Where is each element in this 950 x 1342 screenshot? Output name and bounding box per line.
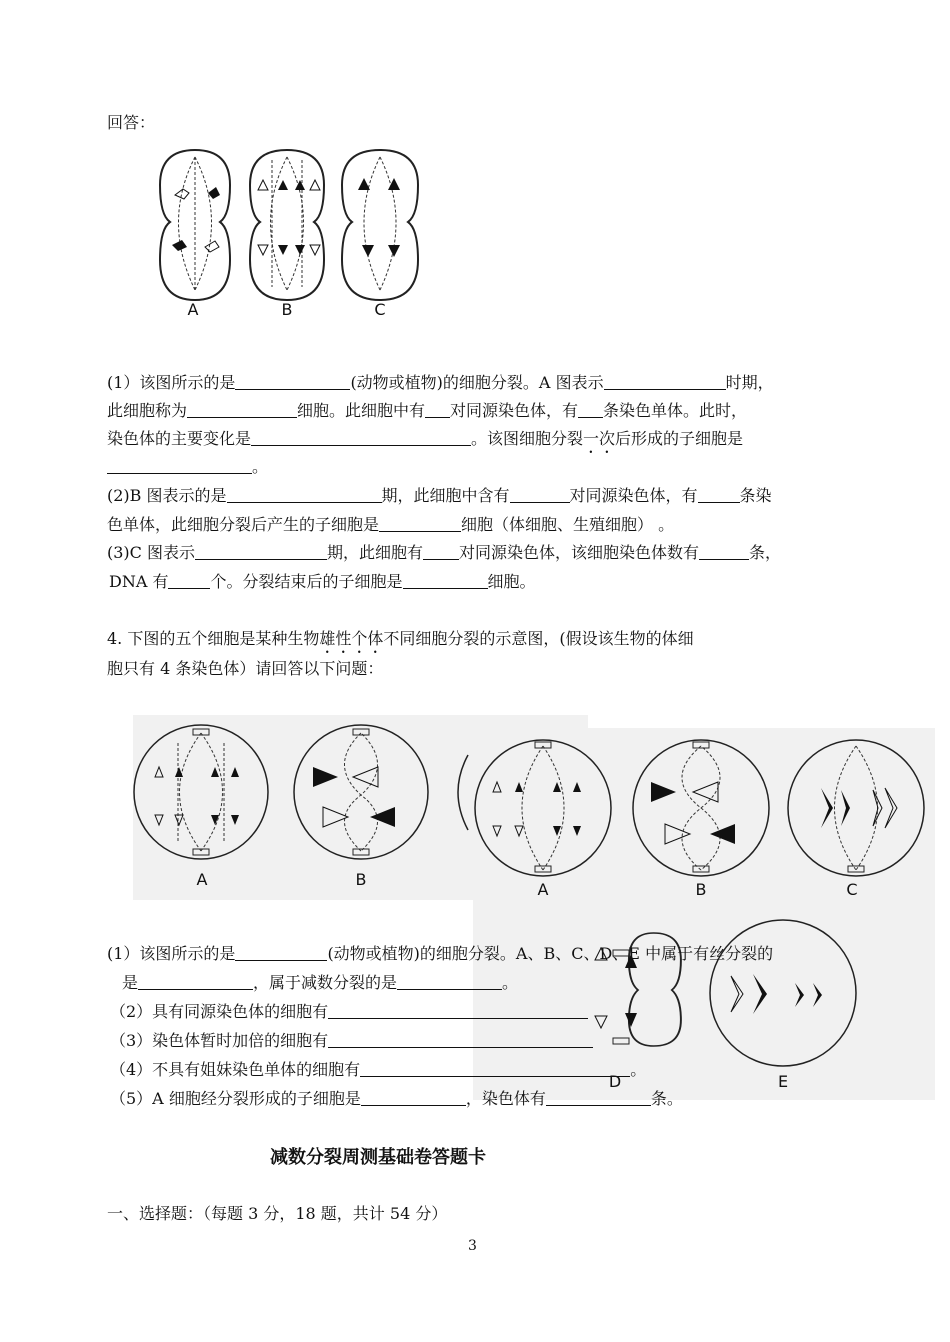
- q3-line-4: 。: [107, 457, 268, 477]
- fig2-right-label-d: D: [608, 1072, 622, 1091]
- intro-text: 回答：: [107, 113, 156, 132]
- blank[interactable]: [328, 1002, 588, 1019]
- q3-line-8: DNA 有 个。分裂结束后的子细胞是 细胞。: [109, 572, 536, 591]
- page-number: 3: [468, 1238, 477, 1254]
- q3-line-1: (1）该图所示的是 (动物或植物)的细胞分裂。A 图表示 时期，: [107, 373, 774, 392]
- fig2-right-label-a: A: [537, 880, 549, 899]
- blank[interactable]: [510, 486, 570, 503]
- blank[interactable]: [227, 486, 382, 503]
- q3-line-6: 色单体，此细胞分裂后产生的子细胞是 细胞（体细胞、生殖细胞） 。: [107, 515, 675, 534]
- blank[interactable]: [107, 457, 252, 474]
- blank[interactable]: [360, 1060, 630, 1077]
- q4-sub-3: （3）染色体暂时加倍的细胞有: [110, 1031, 593, 1051]
- fig2-right-label-e: E: [777, 1072, 789, 1091]
- blank[interactable]: [423, 543, 459, 560]
- blank[interactable]: [397, 973, 502, 990]
- q3-line-2: 此细胞称为 细胞。此细胞中有 对同源染色体，有 条染色单体。此时，: [107, 401, 748, 420]
- fig1-label-c: C: [374, 300, 386, 319]
- fig2-right-label-c: C: [846, 880, 858, 899]
- blank[interactable]: [698, 486, 740, 503]
- blank[interactable]: [235, 944, 327, 961]
- blank[interactable]: [546, 1089, 651, 1106]
- fig1-label-b: B: [281, 300, 293, 319]
- q3-line-5: (2)B 图表示的是 期，此细胞中含有 对同源染色体，有 条染: [107, 486, 772, 505]
- blank[interactable]: [187, 401, 297, 418]
- blank[interactable]: [578, 401, 603, 418]
- blank[interactable]: [195, 543, 327, 560]
- blank[interactable]: [251, 429, 471, 446]
- q4-stem-line-1: 4. 下图的五个细胞是某种生物雄性个体不同细胞分裂的示意图，(假设该生物的体细: [107, 629, 694, 648]
- blank[interactable]: [425, 401, 450, 418]
- fig2-left-label-a: A: [196, 870, 208, 889]
- q4-sub-4: （4）不具有姐妹染色单体的细胞有 。: [110, 1060, 647, 1079]
- fig2-left-label-b: B: [355, 870, 367, 889]
- answer-card-title: 减数分裂周测基础卷答题卡: [270, 1147, 486, 1168]
- q3-line-7: (3)C 图表示 期，此细胞有 对同源染色体，该细胞染色体数有 条，: [107, 543, 782, 562]
- q3-line-3: 染色体的主要变化是 。该图细胞分裂一次后形成的子细胞是: [107, 429, 744, 448]
- blank[interactable]: [235, 373, 350, 390]
- blank[interactable]: [379, 515, 461, 532]
- q4-sub-1: (1）该图所示的是 (动物或植物)的细胞分裂。A、B、C、D、E 中属于有丝分裂的: [107, 944, 774, 963]
- blank[interactable]: [403, 572, 488, 589]
- section-1-heading: 一、选择题：（每题 3 分，18 题，共计 54 分）: [107, 1204, 448, 1223]
- fig2-right-label-b: B: [695, 880, 707, 899]
- blank[interactable]: [699, 543, 749, 560]
- q4-sub-5: （5）A 细胞经分裂形成的子细胞是 ，染色体有 条。: [110, 1089, 683, 1108]
- blank[interactable]: [138, 973, 253, 990]
- blank[interactable]: [328, 1031, 593, 1048]
- blank[interactable]: [361, 1089, 466, 1106]
- figure-1-cell-division: [150, 145, 440, 325]
- q4-stem-line-2: 胞只有 4 条染色体）请回答以下问题：: [107, 659, 384, 678]
- fig1-label-a: A: [187, 300, 199, 319]
- blank[interactable]: [604, 373, 726, 390]
- q4-sub-2: （2）具有同源染色体的细胞有: [110, 1002, 588, 1022]
- blank[interactable]: [168, 572, 210, 589]
- q4-sub-1-cont: 是 ，属于减数分裂的是 。: [122, 973, 519, 992]
